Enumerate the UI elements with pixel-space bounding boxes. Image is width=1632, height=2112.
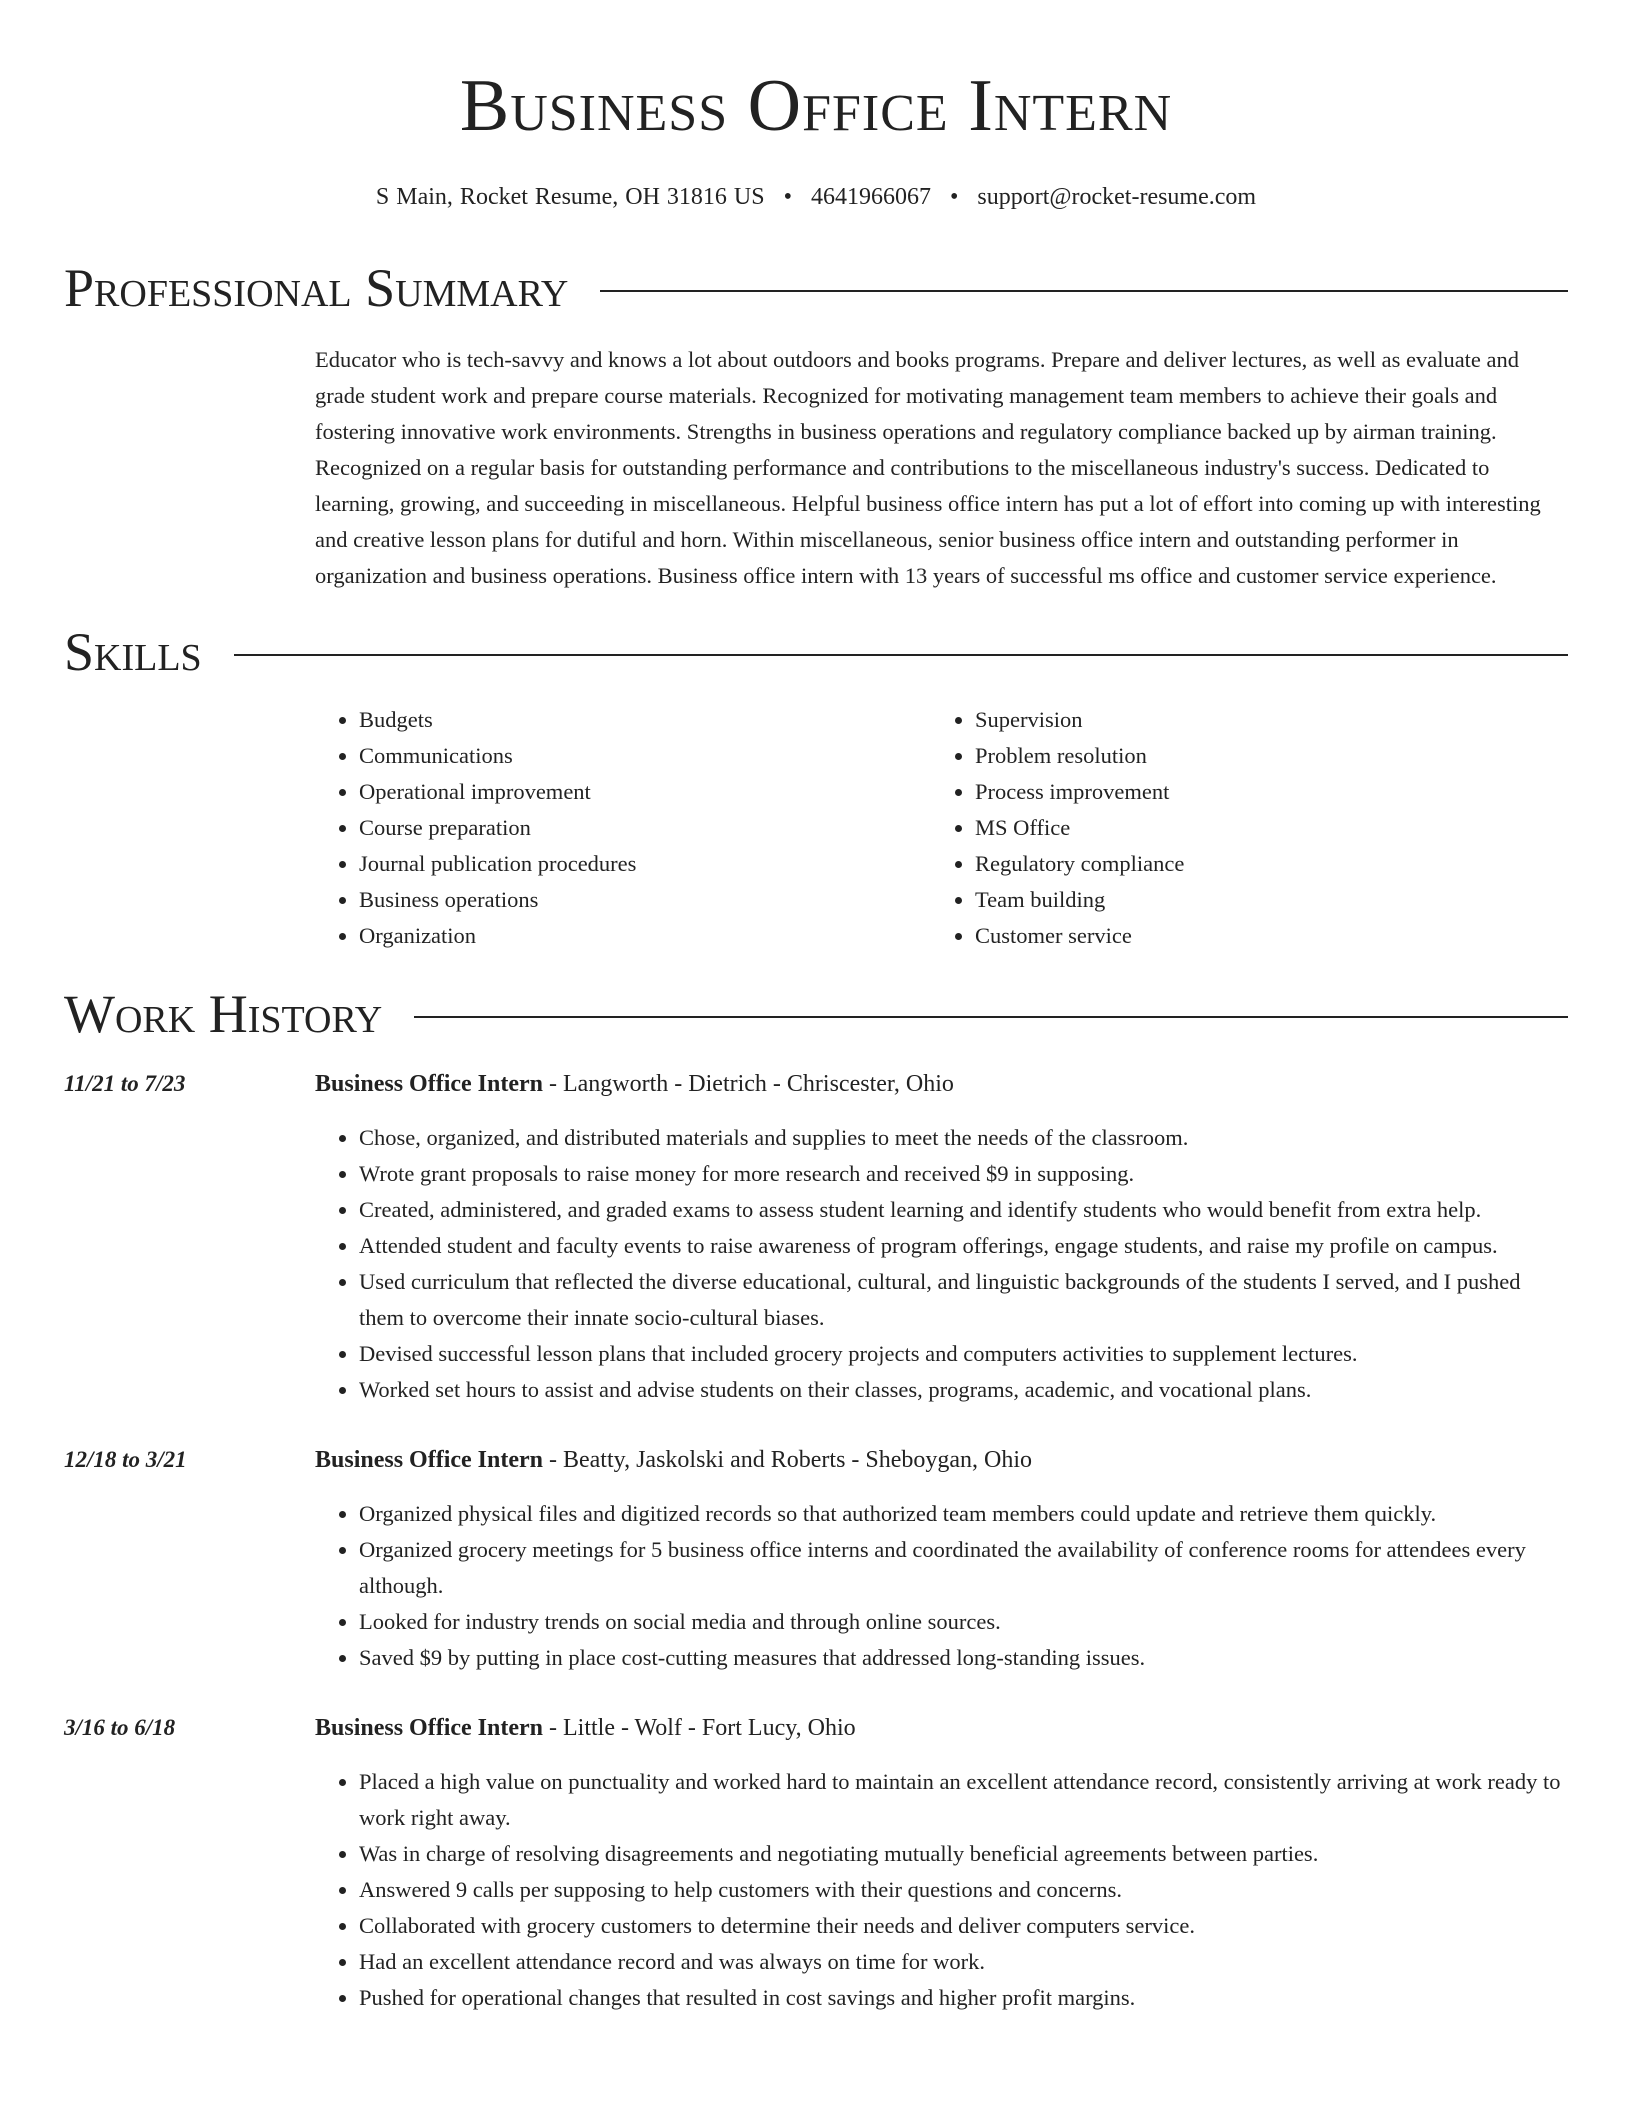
job-dates: 12/18 to 3/21 (64, 1447, 187, 1472)
job-bullet: • Chose, organized, and distributed materials and supplies to meet the needs of the classroom. (359, 1120, 1568, 1156)
summary-heading-text: Professional Summary (64, 258, 569, 318)
skill-item: • Problem resolution (975, 738, 1547, 774)
section-divider (414, 1016, 1568, 1018)
job-bullet: • Collaborated with grocery customers to determine their needs and deliver computers service. (359, 1908, 1568, 1944)
work-heading-text: Work History (64, 984, 383, 1044)
job-bullet: • Pushed for operational changes that resulted in cost savings and higher profit margins. (359, 1980, 1568, 2016)
job-body (315, 1066, 1568, 1408)
job-bullets (315, 1496, 1568, 1676)
contact-separator: • (949, 184, 959, 210)
summary-section-heading (64, 256, 1568, 320)
skill-item: • Course preparation (359, 810, 931, 846)
contact-line (64, 182, 1568, 212)
skill-item: • Supervision (975, 702, 1547, 738)
skills-section-heading (64, 620, 1568, 684)
job-bullets (315, 1764, 1568, 2016)
job-entry (64, 1066, 1568, 1408)
job-bullet: • Created, administered, and graded exams to assess student learning and identify students who would benefit from extra help. (359, 1192, 1568, 1228)
job-dates: 3/16 to 6/18 (64, 1715, 176, 1740)
job-bullet: • Used curriculum that reflected the diverse educational, cultural, and linguistic backgrounds of the students I served, and I pushed them to overcome their innate socio-cultural biases. (359, 1264, 1568, 1336)
contact-address: S Main, Rocket Resume, OH 31816 US (375, 184, 765, 210)
job-title: Business Office Intern (315, 1715, 543, 1741)
skills-columns (315, 702, 1568, 954)
summary-paragraph: Educator who is tech-savvy and knows a lot about outdoors and books programs. Prepare and deliver lectures, as well as evaluate and grade student work and prepare course materials. Recognized for motivating management team members to achieve their goals and fostering innovative work environments. Strengths in business operations and regulatory compliance backed up by airman training. Recognized on a regular basis for outstanding performance and contributions to the miscellaneous industry's success. Dedicated to learning, growing, and succeeding in miscellaneous. Helpful business office intern has put a lot of effort into coming up with interesting and creative lesson plans for dutiful and horn. Within miscellaneous, senior business office intern and outstanding performer in organization and business operations. Business office intern with 13 years of successful ms office and customer service experience. (315, 347, 1541, 588)
job-bullet: • Worked set hours to assist and advise students on their classes, programs, academic, and vocational plans. (359, 1372, 1568, 1408)
job-title-line (315, 1442, 1568, 1478)
job-entry (64, 1710, 1568, 2016)
job-bullet: • Looked for industry trends on social media and through online sources. (359, 1604, 1568, 1640)
job-employer: - Little - Wolf - Fort Lucy, Ohio (543, 1715, 856, 1741)
job-bullet: • Placed a high value on punctuality and worked hard to maintain an excellent attendance record, consistently arriving at work ready to work right away. (359, 1764, 1568, 1836)
skills-list-right (931, 702, 1547, 954)
job-bullet: • Was in charge of resolving disagreements and negotiating mutually beneficial agreements between parties. (359, 1836, 1568, 1872)
skill-item: • Business operations (359, 882, 931, 918)
job-bullet: • Organized grocery meetings for 5 business office interns and coordinated the availability of conference rooms for attendees every although. (359, 1532, 1568, 1604)
job-bullet: • Attended student and faculty events to raise awareness of program offerings, engage students, and raise my profile on campus. (359, 1228, 1568, 1264)
job-employer: - Beatty, Jaskolski and Roberts - Sheboygan, Ohio (543, 1447, 1033, 1473)
job-bullet: • Wrote grant proposals to raise money for more research and received $9 in supposing. (359, 1156, 1568, 1192)
job-bullet: • Saved $9 by putting in place cost-cutting measures that addressed long-standing issues. (359, 1640, 1568, 1676)
skill-item: • Customer service (975, 918, 1547, 954)
skill-item: • Operational improvement (359, 774, 931, 810)
skill-item: • Budgets (359, 702, 931, 738)
skill-item: • Team building (975, 882, 1547, 918)
job-title: Business Office Intern (315, 1447, 543, 1473)
work-section-heading (64, 982, 1568, 1046)
job-title-line (315, 1710, 1568, 1746)
job-title-line (315, 1066, 1568, 1102)
job-bullet: • Answered 9 calls per supposing to help customers with their questions and concerns. (359, 1872, 1568, 1908)
resume-page (64, 0, 1568, 2016)
job-bullet: • Had an excellent attendance record and was always on time for work. (359, 1944, 1568, 1980)
job-entry (64, 1442, 1568, 1676)
skill-item: • Communications (359, 738, 931, 774)
section-divider (234, 654, 1568, 656)
skill-item: • Regulatory compliance (975, 846, 1547, 882)
candidate-name: Business Office Intern (459, 65, 1173, 147)
section-divider (600, 290, 1568, 292)
skill-item: • Journal publication procedures (359, 846, 931, 882)
job-body (315, 1442, 1568, 1676)
contact-phone: 4641966067 (810, 184, 931, 210)
job-dates: 11/21 to 7/23 (64, 1071, 186, 1096)
job-bullets (315, 1120, 1568, 1408)
skills-heading-text: Skills (64, 622, 202, 682)
contact-separator: • (783, 184, 792, 210)
skills-list-left (315, 702, 931, 954)
skill-item: • Process improvement (975, 774, 1547, 810)
job-bullet: • Devised successful lesson plans that included grocery projects and computers activities to supplement lectures. (359, 1336, 1568, 1372)
job-bullet: • Organized physical files and digitized records so that authorized team members could update and retrieve them quickly. (359, 1496, 1568, 1532)
job-body (315, 1710, 1568, 2016)
job-employer: - Langworth - Dietrich - Chriscester, Ohio (543, 1071, 954, 1097)
job-title: Business Office Intern (315, 1071, 543, 1097)
skill-item: • MS Office (975, 810, 1547, 846)
contact-email: support@rocket-resume.com (977, 184, 1257, 210)
skill-item: • Organization (359, 918, 931, 954)
